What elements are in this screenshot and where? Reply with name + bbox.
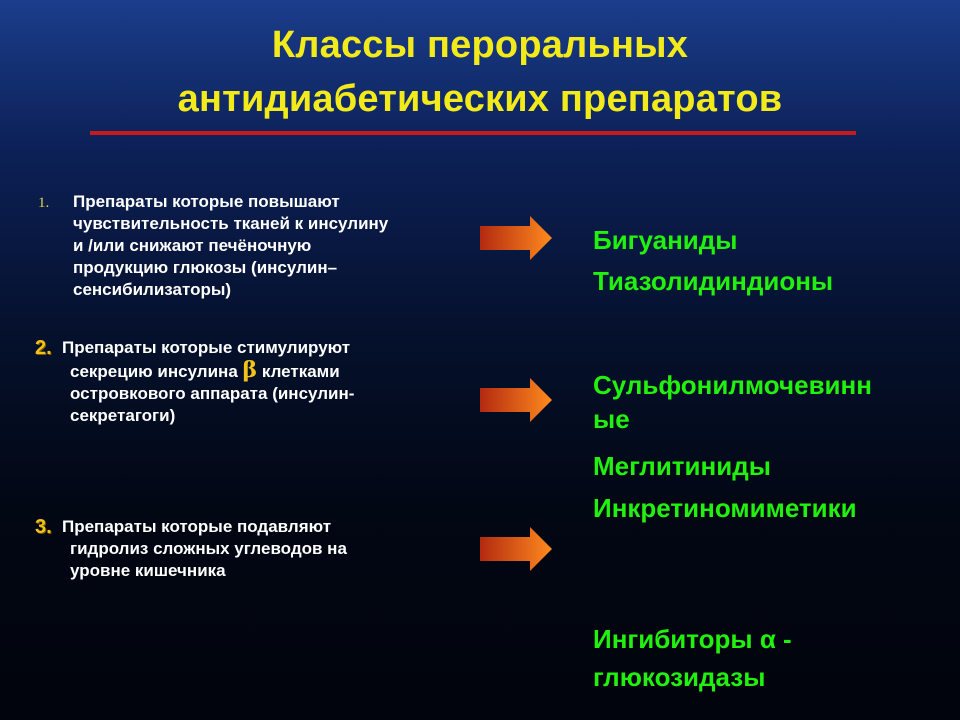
slide-title-line-2: антидиабетических препаратов (177, 78, 783, 120)
item-3-line-2: гидролиз сложных углеводов на (70, 539, 347, 558)
class-thiazolidinediones: Тиазолидиндионы (593, 266, 834, 296)
item-2-number: 2. (35, 337, 52, 359)
class-alpha-glucosidase-line-2: глюкозидазы (593, 662, 766, 692)
arrow-right-icon (480, 378, 552, 422)
item-2-line-1: Препараты которые стимулируют (62, 338, 351, 357)
beta-symbol: β (242, 357, 258, 383)
item-2 (35, 337, 455, 427)
item-1-line-4: продукцию глюкозы (инсулин– (73, 258, 338, 277)
class-meglitinides: Меглитиниды (593, 451, 771, 481)
item-3-line-1: Препараты которые подавляют (62, 517, 332, 536)
item-3-line-3: уровне кишечника (70, 561, 226, 580)
item-1-line-2: чувствительность тканей к инсулину (73, 214, 389, 233)
arrow-right-icon (480, 527, 552, 571)
class-sulfonylureas (593, 368, 872, 436)
arrow-right-icon (480, 216, 552, 260)
item-1-line-3: и /или снижают печёночную (73, 236, 312, 255)
class-alpha-glucosidase-line-1: Ингибиторы α - (593, 624, 792, 654)
item-2-line-2b: клетками (261, 362, 340, 381)
item-2-line-4: секретагоги) (70, 406, 176, 425)
item-3-number: 3. (35, 516, 52, 538)
slide-title-line-1: Классы пероральных (271, 24, 689, 66)
item-1 (38, 191, 458, 301)
class-biguanides: Бигуаниды (593, 225, 738, 255)
title-underline (90, 131, 856, 135)
class-incretinomimetics: Инкретиномиметики (593, 493, 857, 523)
item-2-line-3: островкового аппарата (инсулин- (70, 384, 355, 403)
item-1-number: 1. (38, 195, 50, 211)
class-sulfonylureas-line-1: Сульфонилмочевинн (593, 370, 872, 400)
item-1-line-1: Препараты которые повышают (73, 192, 340, 211)
class-alpha-glucosidase-inhibitors (593, 620, 792, 696)
slide-title (0, 18, 960, 126)
item-1-line-5: сенсибилизаторы) (73, 280, 232, 299)
class-sulfonylureas-line-2: ые (593, 404, 630, 434)
item-3 (35, 516, 455, 582)
item-2-line-2: секрецию инсулина (70, 362, 238, 381)
